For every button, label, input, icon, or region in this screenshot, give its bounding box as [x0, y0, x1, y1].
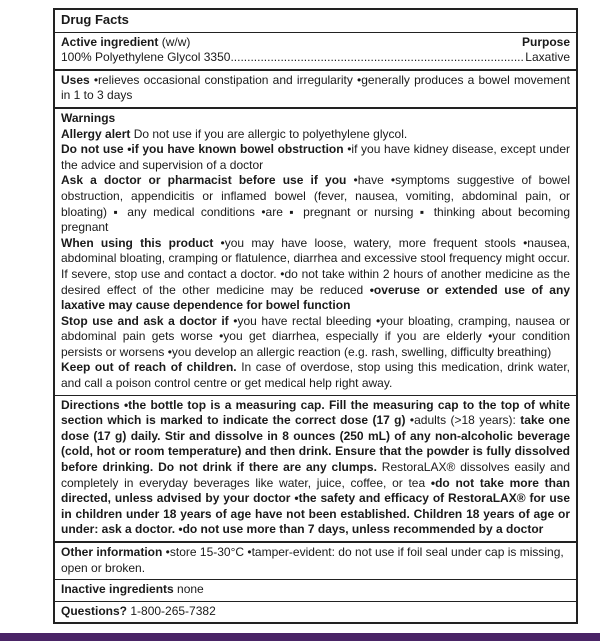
active-ingredient-row: [61, 50, 570, 66]
do-not-use-label: Do not use •if you have known bowel obstruction: [61, 142, 344, 157]
ask-doctor-label: Ask a doctor or pharmacist before use if you: [61, 173, 347, 188]
warnings-label: Warnings: [61, 110, 116, 125]
allergy-alert: [61, 127, 570, 143]
inactive-ingredients-section: [55, 580, 576, 602]
active-ingredient-name: 100% Polyethylene Glycol 3350: [61, 50, 231, 65]
questions-label: Questions?: [61, 603, 128, 618]
directions-bold-3: •do not take more than directed, unless advised by your doctor •the safety and efficacy of RestoraLAX® for use in children under 18 years of age have not been established. Children 18 years of age or under: ask a doctor. •do not use more than 7 days, unless recommended by a doctor: [61, 475, 571, 537]
directions-normal-2: RestoraLAX® dissolves easily and completely in everyday beverages like water, juice, coffee, or tea: [61, 460, 570, 490]
inactive-ingredients-label: Inactive ingredients: [61, 582, 174, 597]
uses-text: •relieves occasional constipation and irregularity •generally produces a bowel movement in 1 to 3 days: [61, 72, 570, 103]
purpose-heading: Purpose: [521, 34, 570, 49]
warnings-section: [55, 109, 576, 396]
active-ingredient-section: [55, 33, 576, 71]
allergy-label: Allergy alert: [61, 126, 131, 141]
bottom-brand-bar: [0, 633, 600, 641]
keep-out-label: Keep out of reach of children.: [61, 360, 237, 375]
when-using: [61, 236, 570, 314]
directions-bold-2: take one dose (17 g) daily. Stir and dissolve in 8 ounces (250 mL) of any non-alcoholic beverage (cold, hot or room temperature) and then drink. Ensure that the powder is fully dissolved before drinking. Do not drink if there are any clumps.: [61, 413, 571, 475]
uses-label: Uses: [61, 72, 90, 87]
questions-phone: 1-800-265-7382: [127, 603, 216, 618]
purpose-value: Laxative: [525, 50, 570, 65]
inactive-ingredients-text: none: [173, 582, 204, 597]
active-ingredient-heading-suffix: (w/w): [161, 34, 191, 49]
questions-section: [55, 602, 576, 623]
active-ingredient-heading: Active ingredient: [61, 34, 159, 49]
active-ingredient-header-row: [61, 35, 570, 51]
leader-dots: [230, 50, 525, 66]
drug-facts-panel: [53, 8, 578, 624]
directions-bold-1: Directions •the bottle top is a measuring cap. Fill the measuring cap to the top of white section which is marked to indicate the correct dose (17 g): [61, 397, 570, 428]
drug-facts-header: [55, 10, 576, 33]
keep-out-of-reach: [61, 360, 570, 391]
other-information-text: •store 15-30°C •tamper-evident: do not use if foil seal under cap is missing, open or broken.: [61, 545, 564, 575]
uses-section: [55, 71, 576, 109]
other-information-section: [55, 543, 576, 580]
stop-use-label: Stop use and ask a doctor if: [61, 313, 229, 328]
directions-normal-1: •adults (>18 years):: [405, 413, 521, 428]
directions-section: [55, 396, 576, 543]
keep-out-text: In case of overdose, stop using this medication, drink water, and call a poison control centre or get medical help right away.: [61, 360, 570, 391]
when-using-text: •you may have loose, watery, more frequent stools •nausea, abdominal bloating, cramping or flatulence, diarrhea and excessive stool frequency might occur. If severe, stop use and contact a doctor. •do not take within 2 hours of another medicine as the desired effect of the other medicine may be reduced: [61, 235, 570, 297]
ask-doctor: [61, 173, 570, 235]
when-using-label: When using this product: [61, 235, 214, 250]
when-using-bold: •overuse or extended use of any laxative may cause dependence for bowel function: [61, 282, 570, 313]
stop-use: [61, 314, 570, 361]
allergy-text: Do not use if you are allergic to polyethylene glycol.: [130, 126, 408, 141]
ask-doctor-text: •have •symptoms suggestive of bowel obstruction, appendicitis or inflamed bowel (fever, nausea, vomiting, abdominal pain, or bloating) ▪ any medical conditions •are ▪ pregnant or nursing ▪ thinking about becoming pregnant: [61, 173, 570, 235]
stop-use-text: •you have rectal bleeding •your bloating, cramping, nausea or abdominal pain gets worse •you get diarrhea, especially if you are elderly •your condition persists or worsens •you develop an allergic reaction (e.g. rash, swelling, difficulty breathing): [61, 313, 571, 359]
do-not-use-text: •if you have kidney disease, except under the advice and supervision of a doctor: [61, 142, 571, 172]
drug-facts-title: Drug Facts: [61, 12, 129, 27]
other-information-label: Other information: [61, 545, 163, 559]
do-not-use: [61, 142, 570, 173]
